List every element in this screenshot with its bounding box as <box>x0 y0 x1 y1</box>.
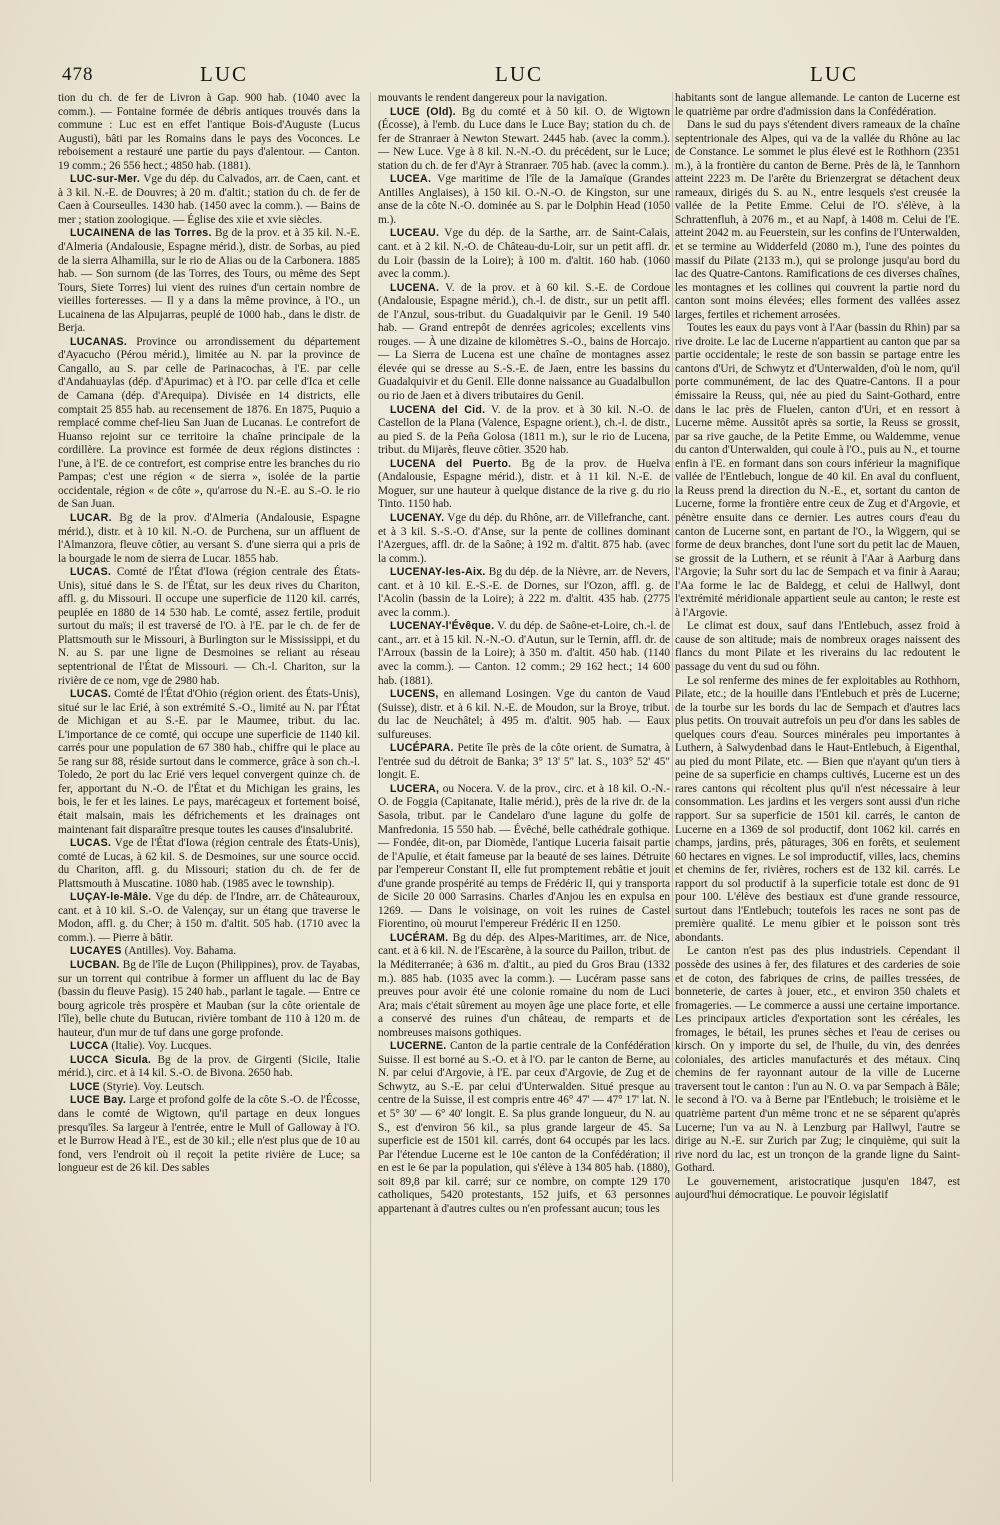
text-column-3 <box>675 92 960 1492</box>
entry-headword: LUCCA Sicula. <box>70 1053 152 1066</box>
entry-text: Dans le sud du pays s'étendent divers rameaux de la chaîne septentrionale des Alpes, qui va de la vallée du Rhône au lac de Constance. Le sommet le plus élevé est le Rothhorn (2351 m.), à la frontière du canton de Berne. Près de là, le Tannhorn atteint 2223 m. De l'arête du Brienzergrat se détachent deux rameaux, dirigés du S. au N., entre lesquels s'est creusée la vallée de la Petite Emme. Celui de l'O. s'élève, à la Schrattenfluh, à 2076 m., et au Napf, à 1408 m. Celui de l'E. atteint 2042 m. au Feuerstein, sur les confins de l'Unterwalden, et se termine au Widderfeld (2080 m.), l'une des pointes du massif du Pilate (2133 m.), qui se prolonge jusqu'au bord du lac des Quatre-Cantons. Ramifications de ces diverses chaînes, les montagnes et les collines qui couvrent la partie nord du canton sont moins élevées; elles forment des vallées assez larges, fertiles et richement arrosées. <box>675 119 960 321</box>
dictionary-entry <box>675 945 960 1175</box>
entry-headword: LUCERA, <box>390 782 440 795</box>
entry-text: Bg de la prov. d'Almeria (Andalousie, Espagne mérid.), distr. et à 10 kil. N.-O. de Purchena, sur un affluent de l'Almanzora, fleuve côtier, au versant S. d'une sierra qui a pris de la bourgade le nom de sierra de Lucar. 1855 hab. <box>58 511 360 565</box>
dictionary-entry <box>378 620 670 688</box>
entry-text: Bg de l'île de Luçon (Philippines), prov. de Tayabas, sur un torrent qui contribue à former un affluent du lac de Bay (bassin du fleuve Pasig). 15 240 hab., parlant le tagale. — Entre ce bourg agricole très prospère et Mauban (sur la côte orientale de l'île), belle chute du Butucan, rivière tombant de 110 à 120 m. de hauteur, d'un mur de tuf dans une gorge profonde. <box>58 959 360 1039</box>
entry-headword: LUCANAS. <box>70 335 128 348</box>
entry-text: Bg du dép. des Alpes-Maritimes, arr. de Nice, cant. et à 6 kil. N. de l'Escarène, à la source du Paillon, tribut. de la Méditerranée; à 636 m. d'altit., au pied du Gros Brau (1332 m.). 885 hab. (1035 avec la comm.). — Lucéram passe sans preuves pour avoir été une colonie romaine du nom de Luci Ara; mais c'était sûrement au moyen âge une place forte, et elle a conservé des ruines d'un château, de remparts et de nombreuses maisons gothiques. <box>378 931 670 1039</box>
entry-headword: LUCAINENA de las Torres. <box>70 227 212 240</box>
running-head-center: LUC <box>495 62 543 86</box>
dictionary-entry <box>378 404 670 458</box>
entry-headword: LUCAS. <box>70 566 112 579</box>
column-divider-2 <box>672 92 673 1482</box>
entry-text: Comté de l'État d'Ohio (région orient. des États-Unis), situé sur le lac Erié, à son extrémité S.-O., limité au N. par l'État de Michigan et au S.-E. par le Maumee, tribut. du lac. L'importance de ce comté, qui occupe une superficie de 1140 kil. carrés pour une population de 67 380 hab., chiffre qui le place au 5e rang sur 88, réside surtout dans le commerce, grâce à son ch.-l. Toledo, 2e port du lac Erié vers lequel convergent quinze ch. de fer, apportant du N.-O. de l'État et du Michigan les grains, les bois, le fer et les laines. Le pays, marécageux et fortement boisé, était malsain, mais les défrichements et les drainages ont maintenant fait disparaître presque toutes les causes d'insalubrité. <box>58 688 360 836</box>
dictionary-entry <box>58 959 360 1040</box>
entry-headword: LUCCA <box>70 1040 109 1053</box>
entry-headword: LUCÉRAM. <box>390 931 449 944</box>
page-header <box>60 58 960 88</box>
entry-text: Comté de l'État d'Iowa (région centrale des États-Unis), situé dans le S. de l'État, sur les deux rives du Chariton, affl. g. du Missouri. Il occupe une superficie de 1120 kil. carrés, peuplée en 1880 de 14 530 hab. Le comté, assez fertile, produit surtout du maïs; il est traversé de l'O. à l'E. par le ch. de fer de Plattsmouth sur le Missouri, à Burlington sur le Mississippi, et du N. au S. par une ligne de Desmoines se reliant au réseau septentrional de l'État de Missouri. — Ch.-l. Chariton, sur la rivière de ce nom, vge de 2980 hab. <box>58 566 360 687</box>
entry-text: Large et profond golfe de la côte S.-O. de l'Écosse, dans le comté de Wigtown, qu'il partage en deux longues presqu'îles. Sa largeur à l'entrée, entre le Mull of Galloway à l'O. et le Burrow Head à l'E., est de 30 kil.; elle n'est plus que de 10 au fond, vers l'endroit où il reçoit la petite rivière de Luce; sa longueur est de 26 kil. Des sables <box>58 1094 360 1175</box>
dictionary-entry <box>378 282 670 404</box>
dictionary-entry <box>378 458 670 512</box>
entry-text: Le gouvernement, aristocratique jusqu'en 1847, est aujourd'hui démocratique. Le pouvoir législatif <box>675 1175 960 1202</box>
entry-text: Bg de la prov. et à 35 kil. N.-E. d'Almeria (Andalousie, Espagne mérid.), distr. de Sorbas, au pied de la sierra Alhamilla, sur le rio de Alias ou de la Carbonera. 1885 hab. — Son surnom (de las Torres, des Tours, ou même des Sept Tours, Siete Torres) lui vient des ruines d'un certain nombre de vieilles forteresses. — Il y a dans la même province, à l'O., un Lucainena de las Alpujarras, peuplé de 1000 hab., dans le distr. de Berja. <box>58 227 360 335</box>
entry-text: (Antilles). Voy. Bahama. <box>124 945 237 958</box>
entry-text: V. de la prov. et à 60 kil. S.-E. de Cordoue (Andalousie, Espagne mérid.), ch.-l. de distr., sur un petit affl. de l'Anzul, sous-tribut. du Guadalquivir par le Genil. 19 540 hab. — Grand entrepôt de denrées agricoles; excellents vins rouges. — À une dizaine de kilomètres S.-O., bains de Horcajo. — La Sierra de Lucena est une chaîne de montagnes assez élevée qui se dresse au S.-S.-E. de Jaen, entre les bassins du Guadalquivir et du Genil. Elle donne naissance au Guadalbullon ou rio de Jaen et à divers tributaires du Genil. <box>378 281 670 403</box>
entry-text: mouvants le rendent dangereux pour la navigation. <box>378 92 608 104</box>
entry-text: Bg de la prov. de Girgenti (Sicile, Italie mérid.), circ. et à 14 kil. S.-O. de Bivona. 2650 hab. <box>58 1053 360 1080</box>
entry-headword: LUCENAY. <box>390 511 445 524</box>
entry-headword: LUÇAY-le-Mâle. <box>70 891 152 904</box>
dictionary-entry <box>378 566 670 620</box>
entry-headword: LUCE (Old). <box>390 105 456 118</box>
dictionary-entry <box>675 1176 960 1203</box>
entry-text: V. de la prov. et à 30 kil. N.-O. de Castellon de la Plana (Valence, Espagne orient.), ch.-l. de distr., au pied S. de la Peña Golosa (1811 m.), sur le rio de Lucena, tribut. du Mijarès, fleuve côtier. 3520 hab. <box>378 403 670 457</box>
dictionary-entry <box>378 227 670 281</box>
entry-headword: LUCAYES <box>70 945 122 958</box>
dictionary-entry <box>675 92 960 119</box>
entry-headword: LUCAS. <box>70 837 112 850</box>
entry-headword: LUCENA. <box>390 281 440 294</box>
entry-text: Bg du comté et à 50 kil. O. de Wigtown (Écosse), à l'emb. du Luce dans le Luce Bay; station du ch. de fer de Stranraer à Newton Stewart. 2445 hab. (avec la comm.). — New Luce. Vge à 8 kil. N.-N.-O. du précédent, sur le Luce; station du ch. de fer d'Ayr à Stranraer. 705 hab. (avec la comm.). <box>378 105 670 172</box>
dictionary-entry <box>675 119 960 322</box>
dictionary-entry <box>378 512 670 566</box>
entry-text: Vge du dép. de l'Indre, arr. de Châteauroux, cant. et à 10 kil. S.-O. de Valençay, sur un étang que traverse le Modon, affl. g. du Cher; à 150 m. d'altit. 505 hab. (1710 avec la comm.). — Pierre à bâtir. <box>58 891 360 944</box>
entry-text: Bg du dép. de la Nièvre, arr. de Nevers, cant. et à 10 kil. E.-S.-E. de Dornes, sur l'Ozon, affl. g. de l'Acolin (bassin de la Loire); à 222 m. d'altit. 435 hab. (2775 avec la comm.). <box>378 566 670 619</box>
entry-text: Toutes les eaux du pays vont à l'Aar (bassin du Rhin) par sa rive droite. Le lac de Lucerne n'appartient au canton que par sa partie occidentale; le reste de son bassin se partage entre les cantons d'Uri, de Schwytz et d'Unterwalden, d'où le nom, qu'il porte communément, de lac des Quatre-Cantons. Il a pour émissaire la Reuss, qui, née au pied du Saint-Gothard, entre dans le lac près de Fluelen, canton d'Uri, et en ressort à Lucerne même. Aussitôt après sa sortie, la Reuss se grossit, par sa rive gauche, de la Petite Emme, ou Waldemme, venue du canton d'Unterwalden, qui coule à l'O., puis au N., et tourne enfin à l'E. en formant dans son cours inférieur la magnifique vallée de l'Entlebuch, longue de 40 kil. En aval du confluent, la Reuss prend la direction du N.-E., et, sortant du canton de Lucerne, forme la frontière entre ceux de Zug et d'Argovie, et pénètre ensuite dans ce dernier. Les autres cours d'eau du canton de Lucerne sont, en partant de l'O., la Wiggern, qui se forme de deux branches, dont l'une sort du petit lac de Mauen, se grossit de la Luthern, et se réunit à l'Aar à Aarburg dans l'Argovie; la Suhr sort du lac de Sempach et va finir à Aarau; l'Aa forme le lac de Baldegg, et celui de Hallwyl, dont l'extrémité méridionale appartient seule au canton; le reste est à l'Argovie. <box>675 322 960 619</box>
dictionary-entry <box>58 837 360 891</box>
entry-headword: LUCÉPARA. <box>390 742 454 755</box>
entry-text: en allemand Losingen. Vge du canton de Vaud (Suisse), distr. et à 6 kil. N.-E. de Moudon, sur la Broye, tribut. du lac de Neuchâtel; à 495 m. d'altit. 905 hab. — Eaux sulfureuses. <box>378 688 670 741</box>
entry-text: (Styrie). Voy. Leutsch. <box>102 1080 205 1093</box>
entry-headword: LUCENA del Puerto. <box>390 457 512 470</box>
dictionary-entry <box>58 1054 360 1081</box>
running-head-left: LUC <box>200 62 248 86</box>
entry-text: Le canton n'est pas des plus industriels. Cependant il possède des usines à fer, des filatures et des carderies de soie et de coton, des fabriques de crins, de pailles tressées, de bonneterie, de cartes à jouer, etc., et environ 350 chalets et fromageries. — Le commerce a aussi une certaine importance. Les principaux articles d'exportation sont les céréales, les fromages, le bétail, les prunes sèches et l'eau de cerises ou kirsch. On y importe du sel, de l'huile, du vin, des denrées coloniales, des articles manufacturés et des métaux. Cinq chemins de fer rayonnant autour de la ville de Lucerne traversent tout le canton : l'un au N. O. va par Sempach à Bâle; le second à l'O. va à Berne par l'Entlebuch; le troisième et le quatrième partent d'un même tronc et ne se séparent qu'après Lucerne; l'un va au N. à Lenzburg par Hallwyl, l'autre se dirige au N.-E. sur Zurich par Zug; le cinquième, qui suit la rive nord du lac, est un tronçon de la grande ligne du Saint-Gothard. <box>675 945 960 1175</box>
entry-text: habitants sont de langue allemande. Le canton de Lucerne est le quatrième par ordre d'admission dans la Confédération. <box>675 92 960 118</box>
running-head-right: LUC <box>810 62 858 86</box>
page-number: 478 <box>62 64 94 85</box>
entry-text: Province ou arrondissement du département d'Ayacucho (Pérou mérid.), limitée au N. par la province de Cangallo, au S. par celle de Parinacochas, à l'E. par celle d'Andahuaylas (dép. d'Apurimac) et à l'O. par celle d'Ica et celle de Camana (dép. d'Arequipa). Divisée en 14 districts, elle comptait 25 855 hab. au recensement de 1876. En 1875, Puquio a remplacé comme chef-lieu San Juan de Lucanas. Le contrefort de Huanso rejoint sur ce territoire la chaîne principale de la cordillère. La province est formée de deux régions distinctes : l'une, à l'E. de ce contrefort, est comprise entre les branches du rio Pampas; c'est une région « de sierra », isolée de la partie occidentale, région « de côte », qu'arrose du N.-E. au S.-O. le rio de San Juan. <box>58 335 360 511</box>
entry-headword: LUCAR. <box>70 511 112 524</box>
column-divider-1 <box>370 92 371 1482</box>
text-column-2 <box>378 92 670 1492</box>
dictionary-entry <box>58 1040 360 1054</box>
entry-headword: LUCAS. <box>70 688 112 701</box>
entry-text: (Italie). Voy. Lucques. <box>111 1040 212 1053</box>
dictionary-entry <box>58 891 360 945</box>
text-column-1 <box>58 92 360 1492</box>
entry-headword: LUC-sur-Mer. <box>70 173 141 186</box>
entry-text: Le climat est doux, sauf dans l'Entlebuch, assez froid à cause de son altitude; mais de nombreux orages naissent des flancs du mont Pilate et les riverains du lac redoutent le passage du vent du sud ou föhn. <box>675 620 960 673</box>
dictionary-entry <box>378 1040 670 1216</box>
dictionary-entry <box>58 1094 360 1175</box>
dictionary-entry <box>58 227 360 335</box>
entry-headword: LUCEAU. <box>390 227 440 240</box>
dictionary-entry <box>378 742 670 783</box>
entry-text: Vge du dép. de la Sarthe, arr. de Saint-Calais, cant. et à 2 kil. N.-O. de Château-du-Loir, sur un petit affl. dr. du Loir (bassin de la Loire); à 100 m. d'altit. 160 hab. (1060 avec la comm.). <box>378 227 670 281</box>
entry-text: ou Nocera. V. de la prov., circ. et à 18 kil. O.-N.-O. de Foggia (Capitanate, Italie mérid.), près de la rive dr. de la Sasola, tribut. par le Candelaro d'une lagune du golfe de Manfredonia. 15 550 hab. — Évêché, belle cathédrale gothique. — Fondée, dit-on, par Diomède, l'antique Luceria faisait partie de l'Apulie, et était fameuse par la beauté de ses laines. Détruite par l'empereur Constant II, elle fut promptement rebâtie et jouit d'une grande prospérité au temps de Frédéric II, qui y transporta de Sicile 20 000 Sarrasins. Charles d'Anjou les en expulsa en 1269. — Dans le voisinage, on voit les ruines de Castel Fiorentino, où mourut l'empereur Frédéric II en 1250. <box>378 782 670 931</box>
dictionary-entry <box>378 688 670 742</box>
entry-headword: LUCENAY-l'Évêque. <box>390 620 495 633</box>
entry-headword: LUCE <box>70 1080 101 1093</box>
entry-text: tion du ch. de fer de Livron à Gap. 900 hab. (1040 avec la comm.). — Fontaine formée de débris antiques trouvés dans la commune : Luc est en effet l'antique Bois-d'Auguste (Lucus Augusti), bâti par les Romains dans le pays des Voconces. Le reboisement a restauré une partie du pays d'alentour. — Canton. 19 comm.; 26 556 hect.; 4850 hab. (1881). <box>58 92 360 172</box>
entry-headword: LUCENA del Cid. <box>390 403 486 416</box>
entry-text: Vge du dép. du Rhône, arr. de Villefranche, cant. et à 3 kil. S.-S.-O. d'Anse, sur la pente de collines dominant l'Azergues, affl. dr. de la Saône; à 192 m. d'altit. 875 hab. (avec la comm.). <box>378 511 670 565</box>
entry-text: Canton de la partie centrale de la Confédération Suisse. Il est borné au S.-O. et à l'O. par le canton de Berne, au N. par celui d'Argovie, à l'E. par ceux d'Argovie, de Zug et de Schwytz, au S.-E. par celui d'Unterwalden. Situé presque au centre de la Suisse, il est compris entre 46° 47' — 47° 17' lat. N. et 5° 30' — 6° 40' longit. E. Sa plus grande longueur, du N. au S., est d'environ 56 kil., sa plus grande largeur de 45. Sa superficie est de 1501 kil. carrés, dont 64 occupés par les lacs. Par l'étendue Lucerne est le 10e canton de la Confédération; il en est le 6e par la population, qui s'élève à 134 805 hab. (1880), soit 89,8 par kil. carré; sur ce nombre, on compte 129 170 catholiques, 5420 protestants, 152 juifs, et 63 personnes appartenant à d'autres cultes ou n'en professant aucun; tous les <box>378 1040 670 1215</box>
entry-headword: LUCEA. <box>390 173 432 186</box>
entry-text: Le sol renferme des mines de fer exploitables au Rothhorn, Pilate, etc.; de la houille dans l'Entlebuch et près de Lucerne; de la tourbe sur les bords du lac de Sempach et d'autres lacs plus petits. On trouvait autrefois un peu d'or dans les sables de quelques cours d'eau. Sources minérales peu importantes à Luthern, à Salwydenbad dans le Haut-Entlebuch, à Eigenthal, au pied du mont Pilate, etc. — Bien que n'ayant qu'un tiers à peine de sa superficie en champs cultivés, Lucerne est un des rares cantons qui récoltent plus qu'il n'est nécessaire à leur consommation. Les jardins et les vergers sont aussi d'un riche rapport. Sur sa superficie de 1501 kil. carrés, le canton de Lucerne en a 1369 de sol productif, dont 1062 kil. carrés en champs, jardins, prés, pâturages, 306 en forêts, et seulement 60 hectares en vignes. Le sol improductif, villes, lacs, chemins et chemins de fer, rivières, rochers est de 132 kil. carrés. Le rapport du sol productif à la superficie totale est donc de 91 pour 100. L'élève des bestiaux est d'une grande ressource, surtout dans l'Entlebuch; toutefois les races ne sont pas de première qualité. Le menu gibier et le poisson sont très abondants. <box>675 674 960 944</box>
dictionary-entry <box>58 173 360 227</box>
entry-text: Vge maritime de l'île de la Jamaïque (Grandes Antilles Anglaises), à 150 kil. O.-N.-O. de Kingston, sur une anse de la côte N.-O. dominée au S. par le Dolphin Head (1050 m.). <box>378 173 670 226</box>
dictionary-entry <box>58 92 360 173</box>
dictionary-entry <box>378 932 670 1040</box>
entry-headword: LUCENS, <box>390 688 439 701</box>
dictionary-entry <box>58 1081 360 1095</box>
dictionary-entry <box>58 945 360 959</box>
entry-headword: LUCBAN. <box>70 959 120 971</box>
dictionary-entry <box>58 566 360 688</box>
dictionary-entry <box>675 675 960 946</box>
entry-text: Bg de la prov. de Huelva (Andalousie, Espagne mérid.), distr. et à 11 kil. N.-E. de Moguer, sur une hauteur à quelque distance de la rive g. du rio Tinto. 1150 hab. <box>378 457 670 511</box>
entry-headword: LUCENAY-les-Aix. <box>390 566 486 579</box>
dictionary-entry <box>378 173 670 227</box>
dictionary-entry <box>378 106 670 174</box>
entry-text: Vge de l'État d'Iowa (région centrale des États-Unis), comté de Lucas, à 62 kil. S. de Desmoines, sur une source occid. du Chariton, affl. g. du Missouri; station du ch. de fer de Plattsmouth à Muscatine. 1080 hab. (1985 avec le township). <box>58 837 360 890</box>
entry-text: V. du dép. de Saône-et-Loire, ch.-l. de cant., arr. et à 15 kil. N.-N.-O. d'Autun, sur le Ternin, affl. dr. de l'Arroux (bassin de la Loire); à 350 m. d'altit. 450 hab. (1140 avec la comm.). — Canton. 12 comm.; 29 162 hect.; 14 600 hab. (1881). <box>378 620 670 687</box>
dictionary-entry <box>378 92 670 106</box>
dictionary-entry <box>675 620 960 674</box>
entry-headword: LUCE Bay. <box>70 1094 127 1107</box>
dictionary-entry <box>58 336 360 512</box>
entry-text: Petite île près de la côte orient. de Sumatra, à l'entrée sud du détroit de Banka; 3° 13' 5" lat. S., 103° 52' 45" longit. E. <box>378 742 670 782</box>
dictionary-entry <box>675 322 960 620</box>
dictionary-entry <box>58 688 360 837</box>
entry-headword: LUCERNE. <box>390 1040 447 1053</box>
entry-text: Vge du dép. du Calvados, arr. de Caen, cant. et à 3 kil. N.-E. de Douvres; à 20 m. d'altit.; station du ch. de fer de Caen à Courseulles. 1430 hab. (1450 avec la comm.). — Bains de mer ; station zoologique. — Église des xiie et xvie siècles. <box>58 173 360 226</box>
dictionary-entry <box>58 512 360 566</box>
dictionary-entry <box>378 783 670 932</box>
